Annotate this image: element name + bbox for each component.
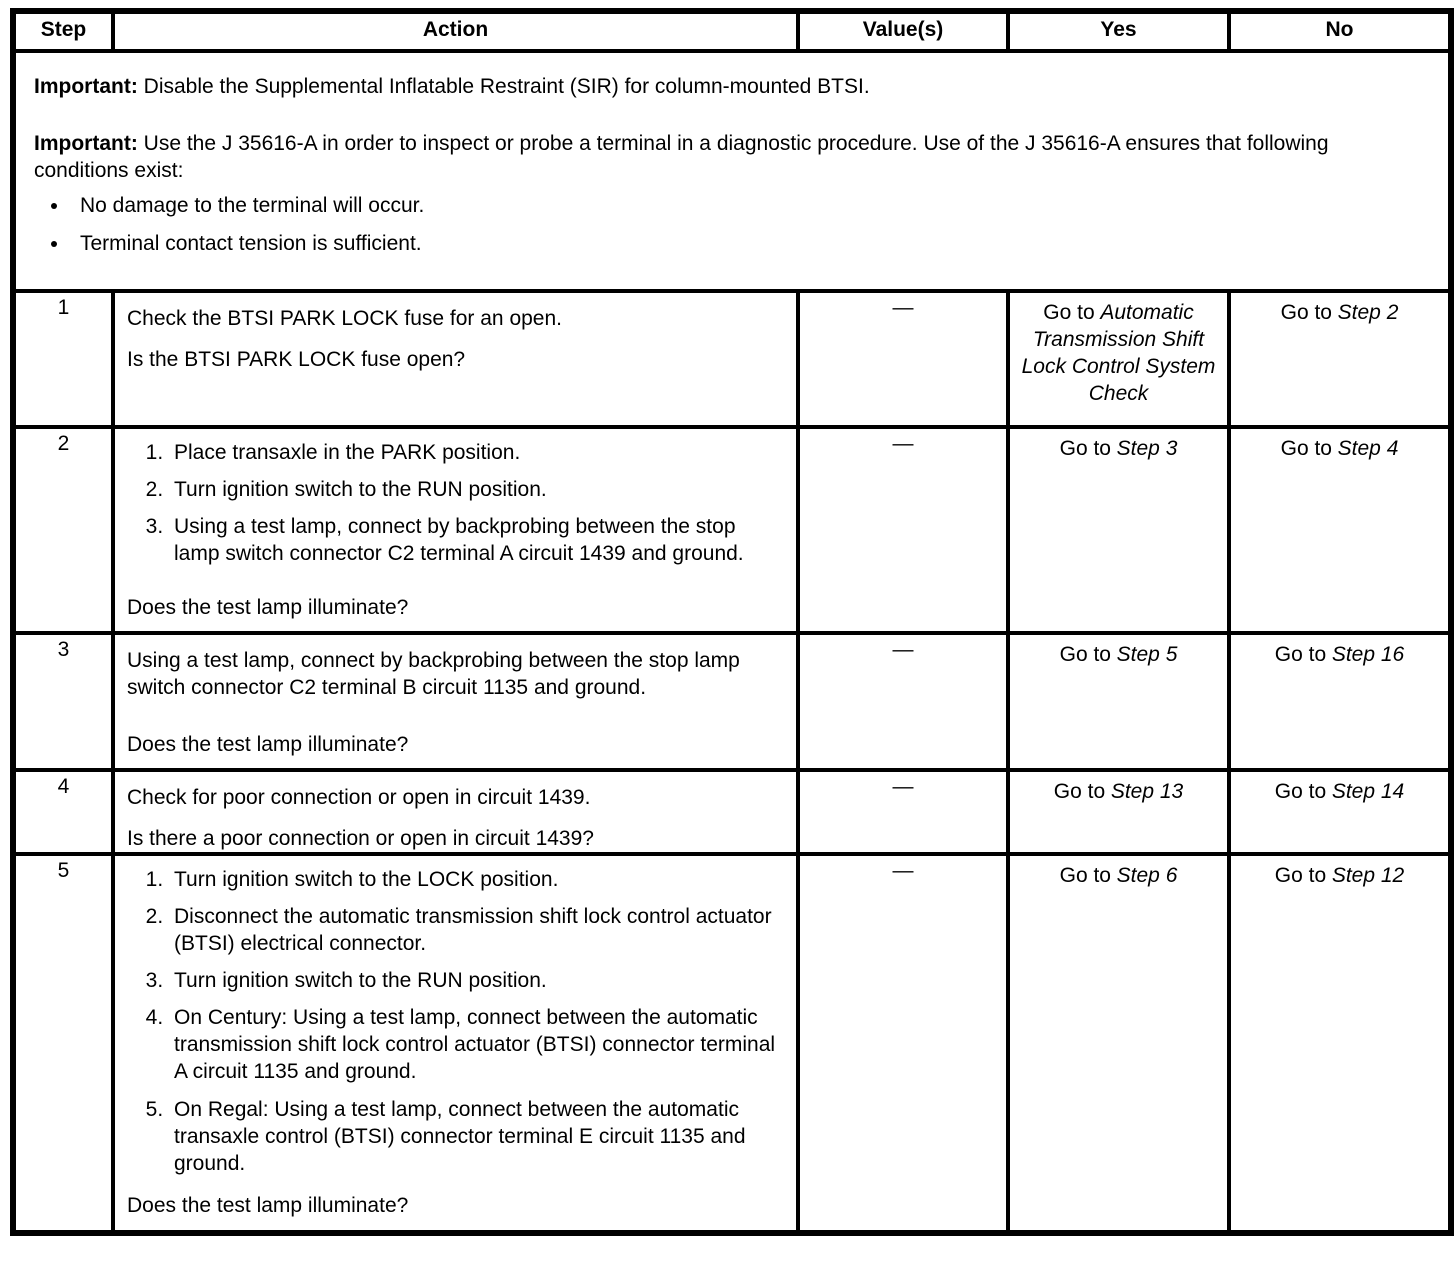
goto-target: Step 12 [1331,864,1405,887]
goto-target: Step 16 [1331,643,1405,666]
important-note-1-text: Disable the Supplemental Inflatable Restraint (SIR) for column-mounted BTSI. [143,75,870,98]
step-number-cell: 4 [13,770,113,854]
column-header-no: No [1229,11,1451,51]
important-note-2 [34,130,1364,184]
value-cell: — [798,427,1008,633]
action-list [127,866,778,1187]
value-cell: — [798,770,1008,854]
table-row [13,633,1451,770]
yes-cell [1008,770,1229,854]
yes-cell [1008,633,1229,770]
table-row [13,854,1451,1233]
no-cell [1229,427,1451,633]
bullet-item: • No damage to the terminal will occur. [70,192,1424,219]
important-notes-row [13,51,1451,291]
goto-prefix: Go to [1280,437,1332,460]
goto-prefix: Go to [1274,643,1327,666]
action-question: Does the test lamp illuminate? [127,732,409,756]
action-paragraph: Check for poor connection or open in circuit 1439. [127,786,591,809]
bullet-item: • Terminal contact tension is sufficient. [70,230,1424,257]
goto-target: Step 13 [1110,780,1184,803]
action-list-item: 4. On Century: Using a test lamp, connect between the automatic transmission shift lock control actuator (BTSI) connector terminal A circuit 1135 and ground. [169,1004,778,1085]
important-note-1 [34,73,1424,100]
diagnostic-table [10,8,1454,1236]
step-number-cell: 1 [13,291,113,427]
no-cell [1229,854,1451,1233]
action-cell [113,291,798,427]
goto-target: Step 2 [1337,301,1399,324]
column-header-values: Value(s) [798,11,1008,51]
yes-cell [1008,291,1229,427]
goto-prefix: Go to [1280,301,1332,324]
action-list-item: 5. On Regal: Using a test lamp, connect between the automatic transaxle control (BTSI) connector terminal E circuit 1135 and ground. [169,1096,778,1177]
action-cell [113,427,798,633]
action-paragraph: Check the BTSI PARK LOCK fuse for an open. [127,307,562,330]
action-list-item: 2. Turn ignition switch to the RUN position. [169,476,778,503]
goto-prefix: Go to [1274,864,1327,887]
column-header-action: Action [113,11,798,51]
goto-prefix: Go to [1053,780,1106,803]
yes-cell [1008,427,1229,633]
goto-target: Step 4 [1337,437,1399,460]
table-row [13,291,1451,427]
value-cell: — [798,854,1008,1233]
header-row [13,11,1451,51]
action-question: Is the BTSI PARK LOCK fuse open? [127,348,466,372]
action-paragraph: Using a test lamp, connect by backprobing between the stop lamp switch connector C2 terminal B circuit 1135 and ground. [127,649,740,700]
table-row [13,770,1451,854]
action-list-item: 3. Turn ignition switch to the RUN position. [169,967,778,994]
action-list-item: 3. Using a test lamp, connect by backprobing between the stop lamp switch connector C2 terminal A circuit 1439 and ground. [169,513,778,567]
column-header-step: Step [13,11,113,51]
step-number-cell: 2 [13,427,113,633]
action-question: Is there a poor connection or open in circuit 1439? [127,827,594,851]
step-number-cell: 5 [13,854,113,1233]
action-question: Does the test lamp illuminate? [127,595,409,619]
goto-target: Step 6 [1116,864,1178,887]
important-label: Important: [34,75,138,98]
action-list-item: 1. Turn ignition switch to the LOCK position. [169,866,778,893]
no-cell [1229,633,1451,770]
goto-prefix: Go to [1059,643,1111,666]
goto-prefix: Go to [1274,780,1327,803]
table-row [13,427,1451,633]
action-question: Does the test lamp illuminate? [127,1193,409,1217]
action-cell [113,633,798,770]
goto-prefix: Go to [1059,437,1111,460]
no-cell [1229,770,1451,854]
action-cell [113,854,798,1233]
important-note-2-text: Use the J 35616-A in order to inspect or probe a terminal in a diagnostic procedure. Use of the J 35616-A ensures that following conditions exist: [34,132,1329,183]
goto-target: Automatic Transmission Shift Lock Control System Check [1021,301,1216,406]
action-list-item: 1. Place transaxle in the PARK position. [169,439,778,466]
action-list-item: 2. Disconnect the automatic transmission shift lock control actuator (BTSI) electrical connector. [169,903,778,957]
step-number-cell: 3 [13,633,113,770]
goto-prefix: Go to [1059,864,1111,887]
goto-target: Step 5 [1116,643,1178,666]
important-notes-cell [13,51,1451,291]
yes-cell [1008,854,1229,1233]
goto-prefix: Go to [1043,301,1095,324]
important-bullet-list [70,192,1424,257]
action-list [127,439,778,577]
value-cell: — [798,291,1008,427]
no-cell [1229,291,1451,427]
important-label: Important: [34,132,138,156]
column-header-yes: Yes [1008,11,1229,51]
action-cell [113,770,798,854]
goto-target: Step 14 [1331,780,1405,803]
value-cell: — [798,633,1008,770]
goto-target: Step 3 [1116,437,1178,460]
